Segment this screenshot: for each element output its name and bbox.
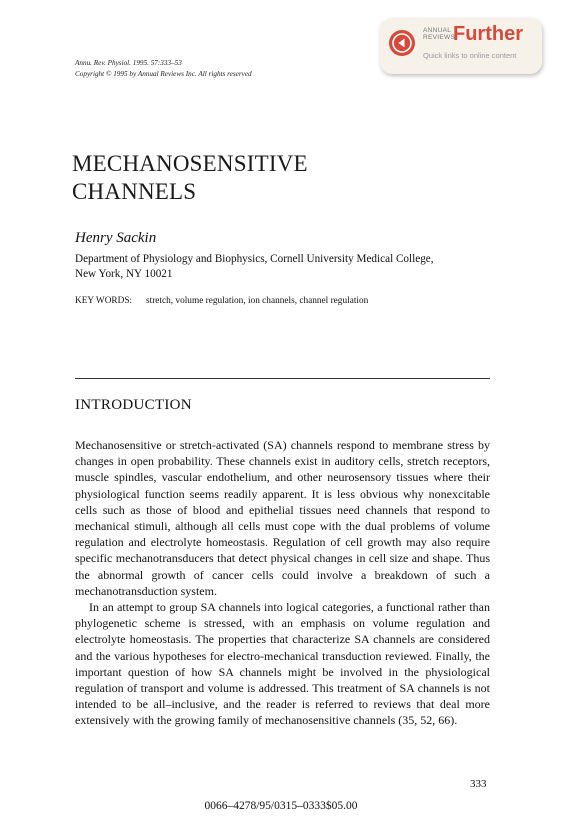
keywords-label: KEY WORDS: (75, 296, 133, 306)
journal-citation: Annu. Rev. Physiol. 1995. 57:333–53 (75, 59, 182, 67)
keywords (75, 296, 495, 306)
annual-reviews-wordmark: ANNUAL REVIEWS (423, 27, 456, 41)
paragraph: In an attempt to group SA channels into logical categories, a functional rather than phylogenetic scheme is stressed, with an emphasis on volume regulation and electrolyte homeostasis. The properties that characterize SA channels are considered and the various hypotheses for electro-mechanical transduction reviewed. Finally, the important question of how SA channels might be involved in the physiological regulation of transport and volume is addressed. This treatment of SA channels is not intended to be all–inclusive, and the reader is referred to reviews that deal more extensively with the growing family of mechanosensitive channels (35, 52, 66). (75, 600, 490, 728)
section-body (75, 437, 490, 729)
journal-reference (75, 58, 252, 80)
section-heading: INTRODUCTION (75, 397, 192, 413)
copyright-notice: Copyright © 1995 by Annual Reviews Inc. All rights reserved (75, 70, 252, 78)
further-label: Further (453, 23, 523, 45)
copyright-price-code: 0066–4278/95/0315–0333$05.00 (204, 800, 358, 812)
article-title: MECHANOSENSITIVE CHANNELS (72, 151, 308, 204)
section-divider (75, 378, 490, 379)
paragraph: Mechanosensitive or stretch-activated (SA) channels respond to membrane stress by changes in open probability. These channels exist in auditory cells, stretch receptors, muscle spindles, vascular endothelium, and other neurosensory tissues where their physiological function seems readily apparent. It is less obvious why nonexcitable cells such as those of blood and epithelial tissues need channels that respond to mechanical stimuli, although all cells must cope with the dual problems of volume regulation and electrolyte homeostasis. Regulation of cell growth may also require specific mechanotransducers that detect physical changes in cell size and shape. Thus the abnormal growth of cancer cells could involve a breakdown of such a mechanotransduction system. (75, 438, 490, 598)
quick-links-subtitle: Quick links to online content (423, 51, 517, 60)
page-number: 333 (470, 778, 487, 790)
author-name: Henry Sackin (75, 230, 157, 246)
keywords-list: stretch, volume regulation, ion channels, channel regulation (146, 296, 369, 306)
play-circle-icon (389, 30, 415, 56)
further-links-badge[interactable] (380, 18, 542, 74)
author-affiliation: Department of Physiology and Biophysics, Cornell University Medical College, New York, NY 10021 (75, 253, 434, 280)
